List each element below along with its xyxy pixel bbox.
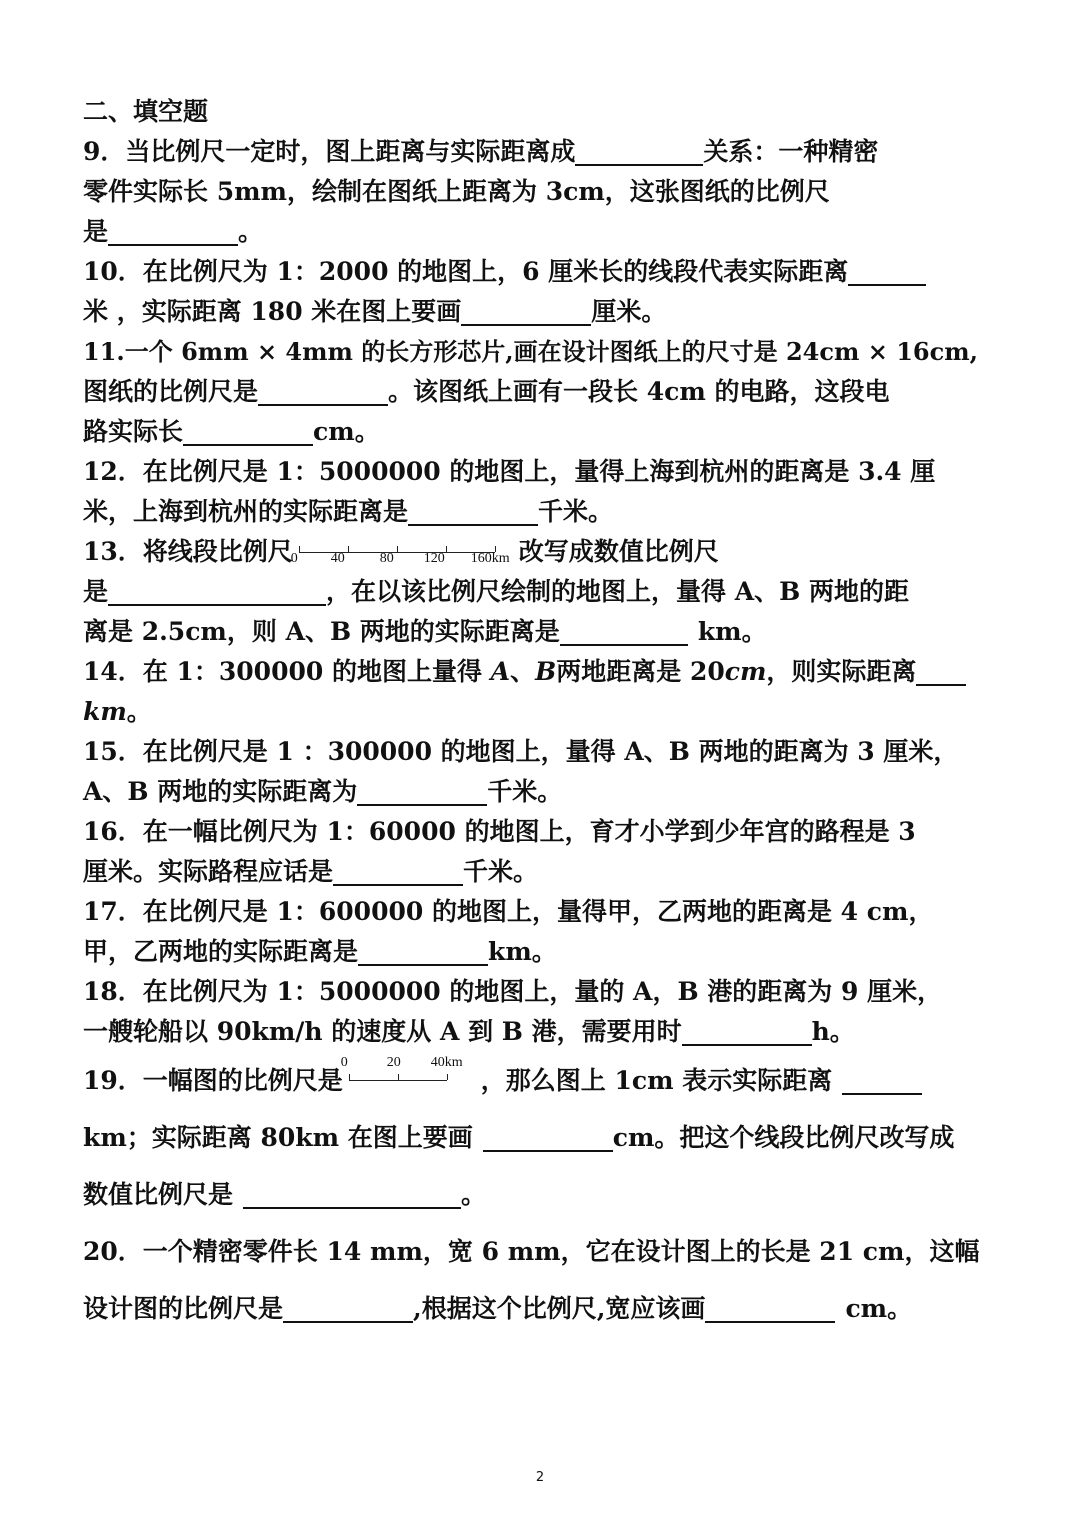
q12-blank-1[interactable] xyxy=(408,498,538,526)
worksheet xyxy=(83,92,993,1337)
q11-line-2: 图纸的比例尺是 。该图纸上画有一段长 4cm 的电路，这段电 xyxy=(83,377,890,406)
q20-line-1: 20．一个精密零件长 14 mm，宽 6 mm，它在设计图上的长是 21 cm，这幅 xyxy=(83,1237,980,1266)
q12-line-2: 米，上海到杭州的实际距离是 千米。 xyxy=(83,497,614,526)
q9-line-3: 是 。 xyxy=(83,217,264,246)
q19-blank-3[interactable] xyxy=(243,1181,461,1209)
q10-line-1: 10．在比例尺为 1：2000 的地图上，6 厘米长的线段代表实际距离 xyxy=(83,252,993,292)
section-title: 二、填空题 xyxy=(83,97,209,126)
q9-line-1: 9．当比例尺一定时，图上距离与实际距离成 关系：一种精密 xyxy=(83,137,879,166)
q17-line-2: 甲，乙两地的实际距离是 km。 xyxy=(83,937,557,966)
scale-label: 80 xyxy=(379,551,394,566)
q13-blank-2[interactable] xyxy=(560,618,688,646)
q16-blank-1[interactable] xyxy=(333,858,463,886)
q16-line-2: 厘米。实际路程应话是 千米。 xyxy=(83,857,539,886)
q20-blank-2[interactable] xyxy=(705,1295,835,1323)
q19-line-3: 数值比例尺是 。 xyxy=(83,1180,487,1209)
q14-line-1: 14．在 1：300000 的地图上量得 A、B两地距离是 20cm，则实际距离 xyxy=(83,652,993,692)
q20-blank-1[interactable] xyxy=(283,1295,413,1323)
q15-line-2: A、B 两地的实际距离为 千米。 xyxy=(83,777,563,806)
q12-line-1: 12．在比例尺是 1：5000000 的地图上，量得上海到杭州的距离是 3.4 厘 xyxy=(83,457,936,486)
q13-line-3: 离是 2.5cm，则 A、B 两地的实际距离是 km。 xyxy=(83,617,767,646)
scale-label: 0 xyxy=(290,551,298,566)
q13-line-1: 13．将线段比例尺 0 40 80 120 160km 改写成数值比例尺 xyxy=(83,532,993,572)
q19-blank-1[interactable] xyxy=(842,1067,922,1095)
q20-line-2: 设计图的比例尺是 ,根据这个比例尺,宽应该画 cm。 xyxy=(83,1294,913,1323)
scale-tick xyxy=(349,1074,350,1080)
q17-line-1: 17．在比例尺是 1：600000 的地图上，量得甲，乙两地的距离是 4 cm， xyxy=(83,897,934,926)
scale-label: 40 xyxy=(330,551,345,566)
scale-tick xyxy=(397,546,398,552)
scale-tick xyxy=(348,546,349,552)
q17-blank-1[interactable] xyxy=(358,938,488,966)
scale-tick xyxy=(447,1074,448,1080)
q10-blank-2[interactable] xyxy=(461,298,591,326)
q19-line-1: 19．一幅图的比例尺是 0 20 40km ，那么图上 1cm 表示实际距离 xyxy=(83,1052,993,1109)
q14-line-2: km。 xyxy=(83,697,152,726)
line-scale-160km xyxy=(290,532,519,572)
q19-line-2: km；实际距离 80km 在图上要画 cm。把这个线段比例尺改写成 xyxy=(83,1123,955,1152)
scale-tick xyxy=(398,1074,399,1080)
scale-label: 120 xyxy=(423,551,445,566)
q13-line-2: 是 ，在以该比例尺绘制的地图上，量得 A、B 两地的距 xyxy=(83,577,909,606)
q11-blank-1[interactable] xyxy=(258,378,388,406)
q19-blank-2[interactable] xyxy=(483,1124,613,1152)
q11-line-3: 路实际长 cm。 xyxy=(83,417,380,446)
scale-label: 20 xyxy=(386,1055,401,1070)
q16-line-1: 16．在一幅比例尺为 1：60000 的地图上，育才小学到少年宫的路程是 3 xyxy=(83,817,916,846)
page-number: 2 xyxy=(535,1470,545,1485)
q18-line-1: 18．在比例尺为 1：5000000 的地图上，量的 A，B 港的距离为 9 厘米， xyxy=(83,977,943,1006)
q10-blank-1[interactable] xyxy=(848,258,926,286)
q10-line-2: 米 ，实际距离 180 米在图上要画 厘米。 xyxy=(83,297,667,326)
q9-blank-1[interactable] xyxy=(575,138,703,166)
q9-line-2: 零件实际长 5mm，绘制在图纸上距离为 3cm，这张图纸的比例尺 xyxy=(83,177,830,206)
q14-blank-1[interactable] xyxy=(916,658,966,686)
q13-blank-1[interactable] xyxy=(108,578,326,606)
scale-label: 160km xyxy=(470,551,510,566)
q15-line-1: 15．在比例尺是 1 ：300000 的地图上，量得 A、B 两地的距离为 3 厘米， xyxy=(83,737,959,766)
scale-tick xyxy=(446,546,447,552)
scale-label: 0 xyxy=(340,1055,348,1070)
scale-label: 40km xyxy=(430,1055,463,1070)
q18-line-2: 一艘轮船以 90km/h 的速度从 A 到 B 港，需要用时 h。 xyxy=(83,1017,855,1046)
q9-blank-2[interactable] xyxy=(108,218,238,246)
line-scale-40km xyxy=(340,1052,481,1109)
q11-line-1: 11.一个 6mm × 4mm 的长方形芯片,画在设计图纸上的尺寸是 24cm × 16cm, xyxy=(83,337,978,366)
q11-blank-2[interactable] xyxy=(183,418,313,446)
scale-tick xyxy=(299,546,300,552)
q15-blank-1[interactable] xyxy=(357,778,487,806)
q18-blank-1[interactable] xyxy=(682,1018,812,1046)
